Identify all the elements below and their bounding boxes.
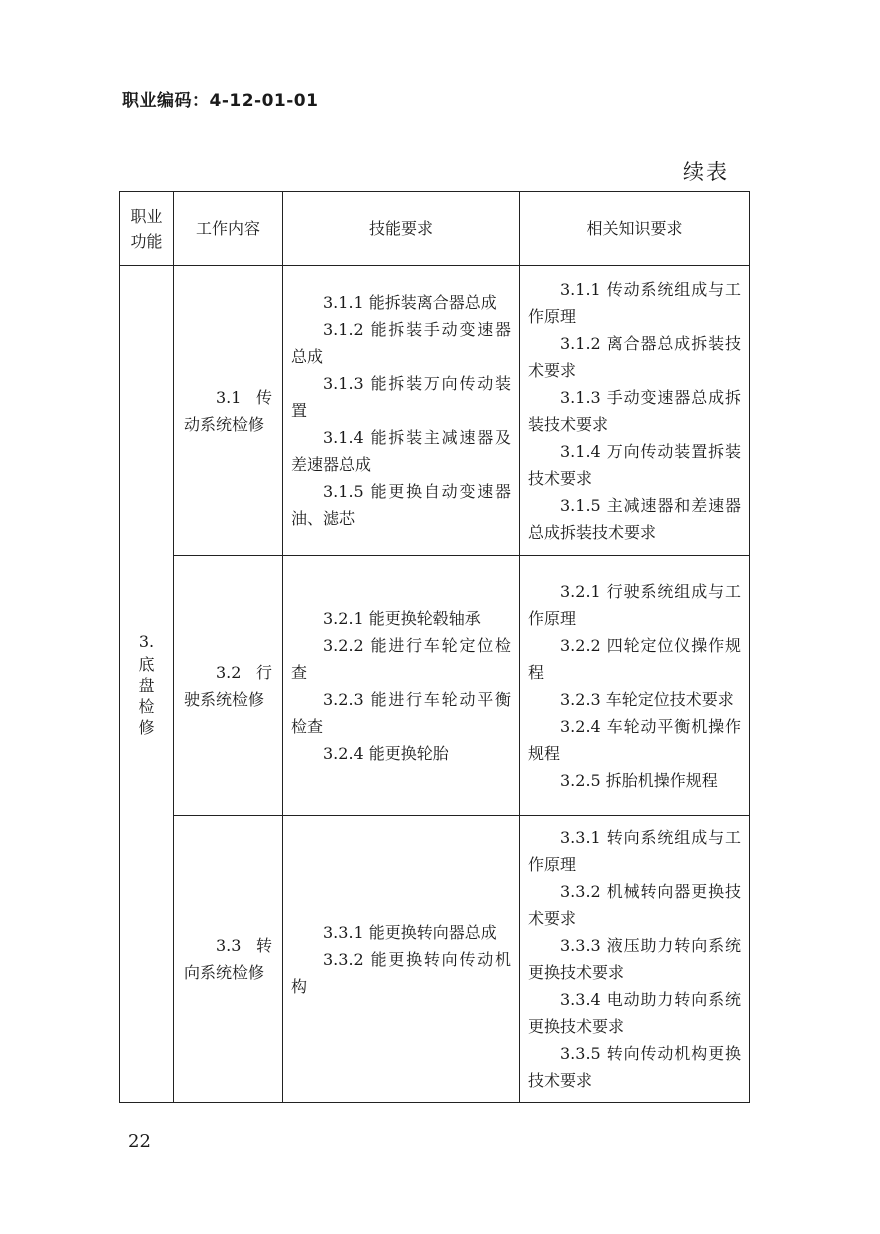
- knowledge-cell: [520, 266, 750, 556]
- header-work-content: 工作内容: [174, 192, 283, 266]
- function-number: 3.: [138, 632, 155, 651]
- work-content-cell: [174, 266, 283, 556]
- skill-item: 3.1.5 能更换自动变速器油、滤芯: [291, 482, 511, 528]
- work-content-cell: [174, 556, 283, 816]
- skill-item: 3.1.4 能拆装主减速器及差速器总成: [291, 428, 511, 474]
- header-knowledge-requirements: 相关知识要求: [520, 192, 750, 266]
- knowledge-item: 3.2.2 四轮定位仪操作规程: [528, 635, 741, 682]
- knowledge-item: 3.2.5 拆胎机操作规程: [560, 770, 718, 790]
- knowledge-item: 3.3.5 转向传动机构更换技术要求: [528, 1044, 741, 1090]
- knowledge-item: 3.3.4 电动助力转向系统更换技术要求: [528, 990, 741, 1036]
- function-cell: [120, 266, 174, 1103]
- skill-item: 3.2.3 能进行车轮动平衡检查: [291, 689, 511, 736]
- knowledge-cell: [520, 816, 750, 1103]
- skill-cell: [283, 556, 520, 816]
- continued-table-label: 续表: [683, 160, 729, 184]
- page-number: 22: [128, 1131, 151, 1152]
- knowledge-item: 3.1.1 传动系统组成与工作原理: [528, 279, 741, 326]
- work-content-text: 3.2 行驶系统检修: [184, 662, 272, 709]
- skill-item: 3.2.2 能进行车轮定位检查: [291, 635, 511, 682]
- skill-item: 3.3.2 能更换转向传动机构: [291, 949, 511, 996]
- function-name: 底盘检修: [138, 655, 155, 737]
- knowledge-item: 3.1.2 离合器总成拆装技术要求: [528, 333, 741, 380]
- skill-item: 3.3.1 能更换转向器总成: [323, 922, 497, 942]
- skill-item: 3.1.1 能拆装离合器总成: [323, 293, 497, 312]
- knowledge-item: 3.3.1 转向系统组成与工作原理: [528, 828, 741, 874]
- skill-item: 3.1.2 能拆装手动变速器总成: [291, 320, 511, 366]
- skill-cell: [283, 266, 520, 556]
- knowledge-item: 3.1.3 手动变速器总成拆装技术要求: [528, 387, 741, 434]
- knowledge-cell: [520, 556, 750, 816]
- skill-cell: [283, 816, 520, 1103]
- table-row: [120, 816, 750, 1103]
- knowledge-item: 3.1.5 主减速器和差速器总成拆装技术要求: [528, 495, 741, 542]
- knowledge-item: 3.2.1 行驶系统组成与工作原理: [528, 581, 741, 628]
- skill-item: 3.2.4 能更换轮胎: [323, 743, 449, 763]
- occupation-code: 职业编码：4-12-01-01: [122, 91, 319, 111]
- header-function: 职业 功能: [120, 192, 174, 266]
- knowledge-item: 3.2.4 车轮动平衡机操作规程: [528, 716, 741, 763]
- knowledge-item: 3.2.3 车轮定位技术要求: [560, 689, 734, 709]
- knowledge-item: 3.1.4 万向传动装置拆装技术要求: [528, 441, 741, 488]
- header-skill-requirements: 技能要求: [283, 192, 520, 266]
- work-content-cell: [174, 816, 283, 1103]
- knowledge-item: 3.3.3 液压助力转向系统更换技术要求: [528, 936, 741, 982]
- table-row: [120, 266, 750, 556]
- work-content-text: 3.1 传动系统检修: [184, 387, 272, 434]
- table-header-row: [120, 192, 750, 266]
- work-content-text: 3.3 转向系统检修: [184, 936, 272, 982]
- skills-table: [119, 191, 750, 1103]
- table-row: [120, 556, 750, 816]
- skill-item: 3.1.3 能拆装万向传动装置: [291, 374, 511, 420]
- skill-item: 3.2.1 能更换轮毂轴承: [323, 608, 481, 628]
- knowledge-item: 3.3.2 机械转向器更换技术要求: [528, 882, 741, 928]
